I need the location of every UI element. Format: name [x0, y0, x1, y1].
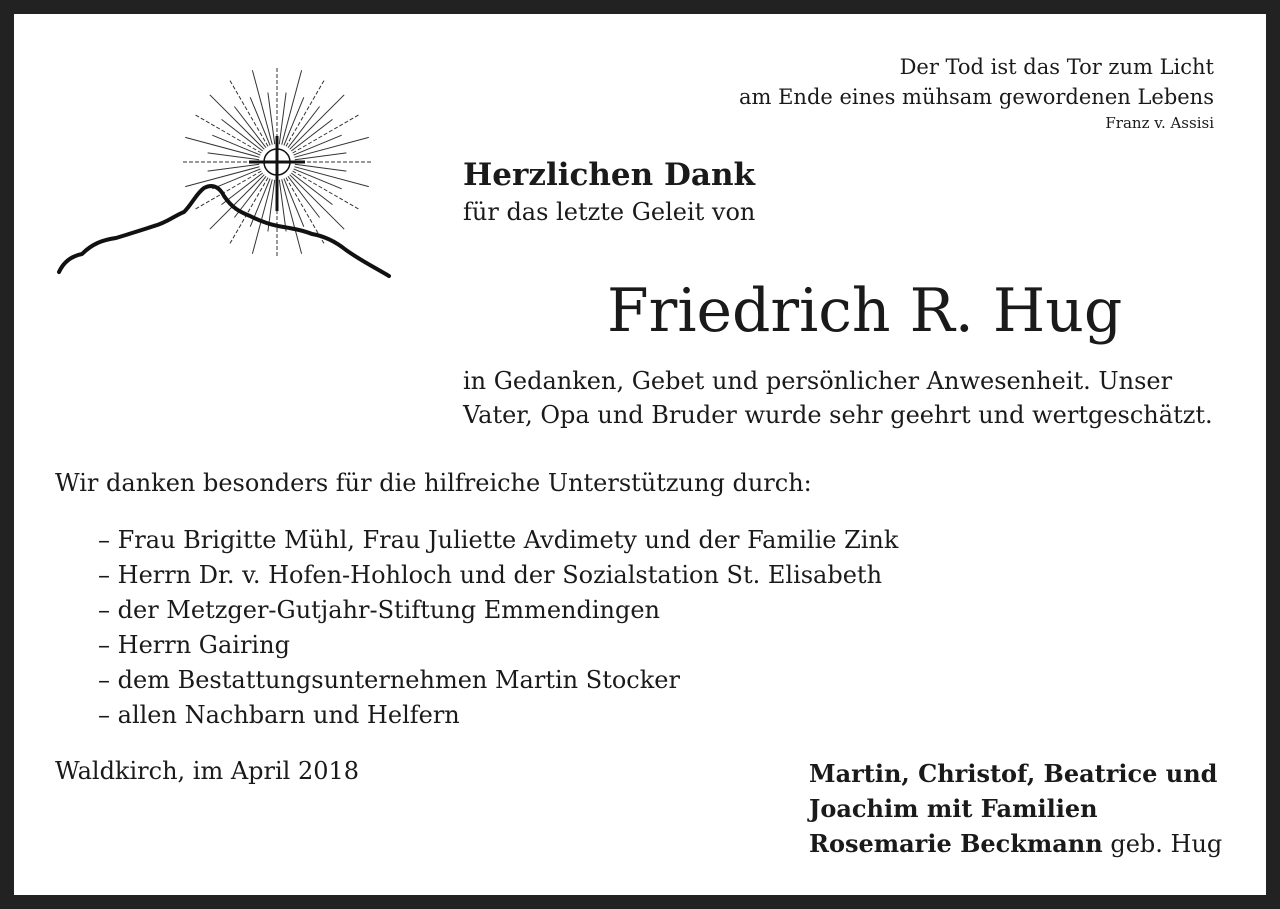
sun-ray [230, 178, 269, 245]
quote-line: am Ende eines mühsam gewordenen Lebens [738, 85, 1214, 109]
list-item: – dem Bestattungsunternehmen Martin Stocker [98, 663, 898, 698]
list-item: – der Metzger-Gutjahr-Stiftung Emmendingen [98, 593, 898, 628]
list-item: – allen Nachbarn und Helfern [98, 698, 898, 733]
list-item: – Frau Brigitte Mühl, Frau Juliette Avdimety und der Familie Zink [98, 523, 898, 558]
signers-line: Joachim mit Familien [809, 794, 1098, 823]
obituary-notice [14, 14, 1266, 895]
deceased-name: Friedrich R. Hug [607, 276, 1123, 346]
quote-author: Franz v. Assisi [1105, 114, 1214, 132]
signers-line: Martin, Christof, Beatrice und [809, 759, 1218, 788]
sun-ray [208, 153, 260, 160]
sun-ray [208, 164, 260, 171]
thanks-intro: Wir danken besonders für die hilfreiche Unterstützung durch: [55, 469, 812, 497]
list-item: – Herrn Gairing [98, 628, 898, 663]
tribute-line: Vater, Opa und Bruder wurde sehr geehrt und wertgeschätzt. [463, 401, 1213, 429]
sun-ray [295, 164, 347, 171]
epigraph-quote [739, 52, 1214, 134]
sun-ray [295, 153, 347, 160]
sun-ray [230, 80, 269, 147]
thanks-list [98, 523, 898, 733]
tribute-line: in Gedanken, Gebet und persönlicher Anwesenheit. Unser [463, 367, 1173, 395]
sun-ray [279, 93, 286, 145]
sun-ray [290, 175, 345, 230]
list-item: – Herrn Dr. v. Hofen-Hohloch und der Sozialstation St. Elisabeth [98, 558, 898, 593]
sun-ray [210, 95, 264, 150]
cross-on-mountain-with-rays-icon [54, 66, 394, 300]
signers [809, 756, 1222, 862]
thanks-heading: Herzlichen Dank [463, 157, 755, 193]
sun-ray [293, 171, 360, 210]
tribute-text [463, 364, 1213, 432]
sun-ray [195, 115, 262, 154]
sun-ray [293, 115, 360, 154]
sun-ray [290, 95, 345, 150]
sun-ray [286, 80, 325, 147]
quote-line: Der Tod ist das Tor zum Licht [899, 55, 1214, 79]
sun-ray [279, 180, 286, 232]
place-date: Waldkirch, im April 2018 [55, 757, 360, 785]
sun-ray [268, 93, 275, 145]
signer-suffix: geb. Hug [1102, 830, 1223, 858]
signers-line [809, 826, 1222, 862]
thanks-subheading: für das letzte Geleit von [463, 198, 756, 226]
signer-name: Rosemarie Beckmann [809, 829, 1103, 858]
